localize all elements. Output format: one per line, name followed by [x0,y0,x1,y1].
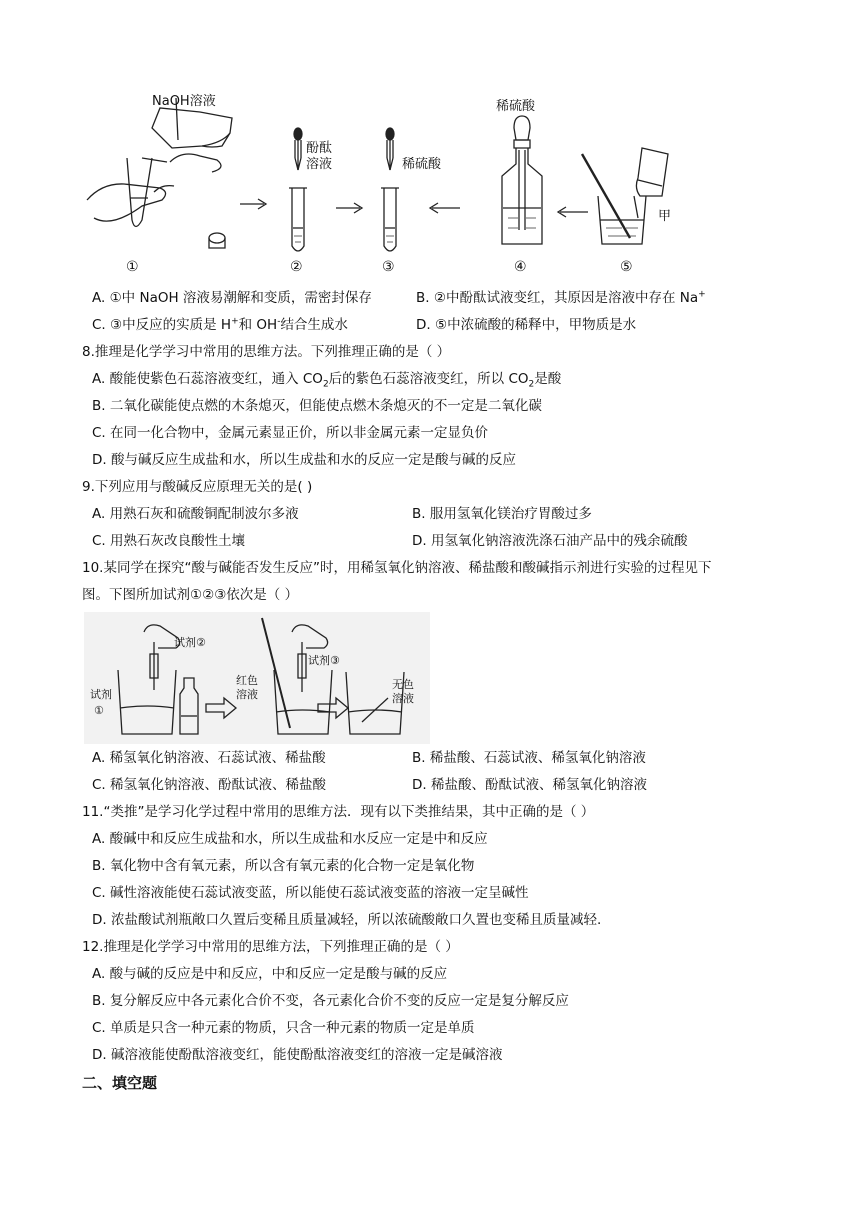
naoh-solution-label: NaOH溶液 [152,94,216,109]
fig2-colorless-solution-line1: 无色 [392,678,414,691]
step-number-4: ④ [514,259,527,275]
q10-option-b: B. 稀盐酸、石蕊试液、稀氢氧化钠溶液 [412,750,646,766]
step-number-2: ② [290,259,303,275]
phenolphthalein-label-line1: 酚酞 [306,141,333,156]
q9-option-d: D. 用氢氧化钠溶液洗涤石油产品中的残余硫酸 [412,533,688,549]
q10-stem-line1: 10.某同学在探究“酸与碱能否发生反应”时，用稀氢氧化钠溶液、稀盐酸和酸碱指示剂进行实验的过程见下 [82,560,712,576]
q10-option-d: D. 稀盐酸、酚酞试液、稀氢氧化钠溶液 [412,777,647,793]
q8-option-d: D. 酸与碱反应生成盐和水，所以生成盐和水的反应一定是酸与碱的反应 [92,452,516,468]
fig2-reagent2-label: 试剂② [174,636,206,649]
fig2-reagent1-number: ① [94,704,104,717]
dilute-sulfuric-acid-label-step3: 稀硫酸 [402,157,442,172]
q10-option-c: C. 稀氢氧化钠溶液、酚酞试液、稀盐酸 [92,777,327,793]
fig2-reagent3-label: 试剂③ [308,654,340,667]
step-number-1: ① [126,259,139,275]
q8-option-b: B. 二氧化碳能使点燃的木条熄灭，但能使点燃木条熄灭的不一定是二氧化碳 [92,398,542,414]
fig2-colorless-solution-line2: 溶液 [392,692,414,705]
q11-option-a: A. 酸碱中和反应生成盐和水，所以生成盐和水反应一定是中和反应 [92,831,488,847]
substance-jia-label: 甲 [658,209,672,224]
q12-option-c: C. 单质是只含一种元素的物质，只含一种元素的物质一定是单质 [92,1020,475,1036]
fig2-red-solution-line2: 溶液 [236,688,258,701]
q12-option-b: B. 复分解反应中各元素化合价不变，各元素化合价不变的反应一定是复分解反应 [92,993,569,1009]
q7-option-d: D. ⑤中浓硫酸的稀释中，甲物质是水 [416,317,637,333]
fig2-red-solution-line1: 红色 [236,674,258,687]
fig2-reagent1-label: 试剂 [90,688,112,701]
q10-stem-line2: 图。下图所加试剂①②③依次是（ ） [82,587,299,603]
step-number-5: ⑤ [620,259,633,275]
q12-option-a: A. 酸与碱的反应是中和反应，中和反应一定是酸与碱的反应 [92,966,448,982]
q9-option-b: B. 服用氢氧化镁治疗胃酸过多 [412,506,592,522]
q7-option-c: C. ③中反应的实质是 H+和 OH-结合生成水 [92,316,348,333]
step-number-3: ③ [382,259,395,275]
q9-option-c: C. 用熟石灰改良酸性土壤 [92,533,246,549]
q11-option-c: C. 碱性溶液能使石蕊试液变蓝，所以能使石蕊试液变蓝的溶液一定呈碱性 [92,885,529,901]
q8-option-a: A. 酸能使紫色石蕊溶液变红，通入 $CO_2$后的紫色石蕊溶液变红，所以 $CO_2$是酸 [92,371,562,390]
q8-option-c: C. 在同一化合物中，金属元素显正价，所以非金属元素一定显负价 [92,425,489,441]
q11-option-b: B. 氧化物中含有氧元素，所以含有氧元素的化合物一定是氧化物 [92,858,475,874]
q11-option-d: D. 浓盐酸试剂瓶敞口久置后变稀且质量减轻，所以浓硫酸敞口久置也变稀且质量减轻. [92,912,602,928]
q9-stem: 9.下列应用与酸碱反应原理无关的是( ) [82,479,313,495]
q9-option-a: A. 用熟石灰和硫酸铜配制波尔多液 [92,506,299,522]
section-heading-fill-in: 二、填空题 [82,1074,158,1092]
figure-acid-base-experiment [84,612,430,744]
q12-stem: 12.推理是化学学习中常用的思维方法，下列推理正确的是（ ） [82,939,459,955]
q8-stem: 8.推理是化学学习中常用的思维方法。下列推理正确的是（ ） [82,344,451,360]
dilute-sulfuric-acid-label-step4: 稀硫酸 [496,99,536,114]
q7-option-b: B. ②中酚酞试液变红，其原因是溶液中存在 Na+ [416,289,706,306]
q11-stem: 11.“类推”是学习化学过程中常用的思维方法．现有以下类推结果，其中正确的是（ ） [82,804,595,820]
q12-option-d: D. 碱溶液能使酚酞溶液变红，能使酚酞溶液变红的溶液一定是碱溶液 [92,1047,503,1063]
phenolphthalein-label-line2: 溶液 [306,157,333,172]
q7-option-a: A. ①中 NaOH 溶液易潮解和变质，需密封保存 [92,290,372,306]
q10-option-a: A. 稀氢氧化钠溶液、石蕊试液、稀盐酸 [92,750,326,766]
figure-experiment-steps [82,88,682,278]
